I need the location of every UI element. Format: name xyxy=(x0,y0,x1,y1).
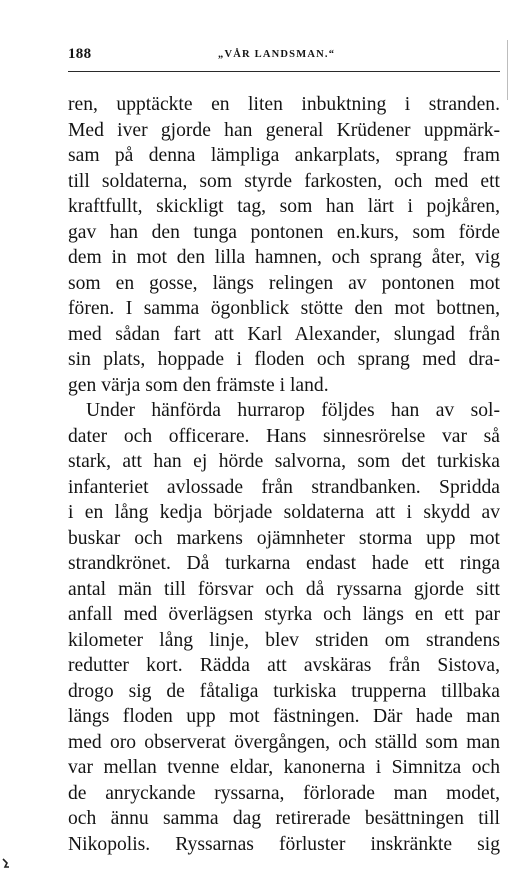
text-line: redutter kort. Rädda att avskäras från Sistova, xyxy=(68,655,500,676)
text-line: stark, att han ej hörde salvorna, som det turkiska xyxy=(68,451,500,472)
text-line: med sådan fart att Karl Alexander, slungad från xyxy=(68,323,500,345)
paragraph-start-line: Under hänförda hurrarop följdes han av sol- xyxy=(86,400,500,421)
text-line: ren, upptäckte en liten inbuktning i stranden. xyxy=(68,94,500,115)
text-line: Nikopolis. Ryssarnas förluster inskränkte sig xyxy=(68,833,500,855)
text-line: längs floden upp mot fästningen. Där hade man xyxy=(68,706,500,727)
body-text xyxy=(68,92,500,857)
text-line: i en lång kedja började soldaterna att i skydd av xyxy=(68,502,500,523)
text-line: antal män till försvar och då ryssarna gjorde sitt xyxy=(68,578,500,600)
text-line: var mellan tvenne eldar, kanonerna i Simnitza och xyxy=(68,757,500,778)
printer-mark-icon xyxy=(2,858,10,868)
text-line: drogo sig de fåtaliga turkiska trupperna tillbaka xyxy=(68,680,500,702)
page-edge-mark xyxy=(507,40,508,100)
text-line: Med iver gjorde han general Krüdener uppmärk- xyxy=(68,119,500,141)
text-line: buskar och markens ojämnheter storma upp mot xyxy=(68,527,500,549)
text-line: de anryckande ryssarna, förlorade man modet, xyxy=(68,782,500,804)
text-line: sin plats, hoppade i floden och sprang med dra- xyxy=(68,349,500,370)
text-line: sam på denna lämpliga ankarplats, sprang fram xyxy=(68,145,500,166)
text-line: fören. I samma ögonblick stötte den mot bottnen, xyxy=(68,298,500,319)
text-line: till soldaterna, som styrde farkosten, och med ett xyxy=(68,170,500,192)
page-number: 188 xyxy=(68,46,92,62)
text-line: och ännu samma dag retirerade besättningen till xyxy=(68,808,500,829)
text-line: med oro observerat övergången, och ställd som man xyxy=(68,731,500,753)
text-line: infanteriet avlossade från strandbanken. Spridda xyxy=(68,476,500,498)
text-line: som en gosse, längs relingen av pontonen mot xyxy=(68,272,500,294)
text-line: strandkrönet. Då turkarna endast hade ett ringa xyxy=(68,553,500,574)
header-rule xyxy=(68,71,500,72)
text-line: kilometer lång linje, blev striden om strandens xyxy=(68,629,500,651)
page-header xyxy=(68,44,502,66)
text-line: anfall med överlägsen styrka och längs en ett par xyxy=(68,604,500,625)
text-line: gav han den tunga pontonen en.kurs, som förde xyxy=(68,221,500,243)
running-title: „VÅR LANDSMAN.“ xyxy=(218,49,336,60)
paragraph-end-line: gen värja som den främste i land. xyxy=(68,374,329,396)
text-line: dem in mot den lilla hamnen, och sprang åter, vig xyxy=(68,247,500,268)
text-line: dater och officerare. Hans sinnesrörelse var så xyxy=(68,425,500,447)
text-line: kraftfullt, skickligt tag, som han lärt i pojkåren, xyxy=(68,196,500,217)
